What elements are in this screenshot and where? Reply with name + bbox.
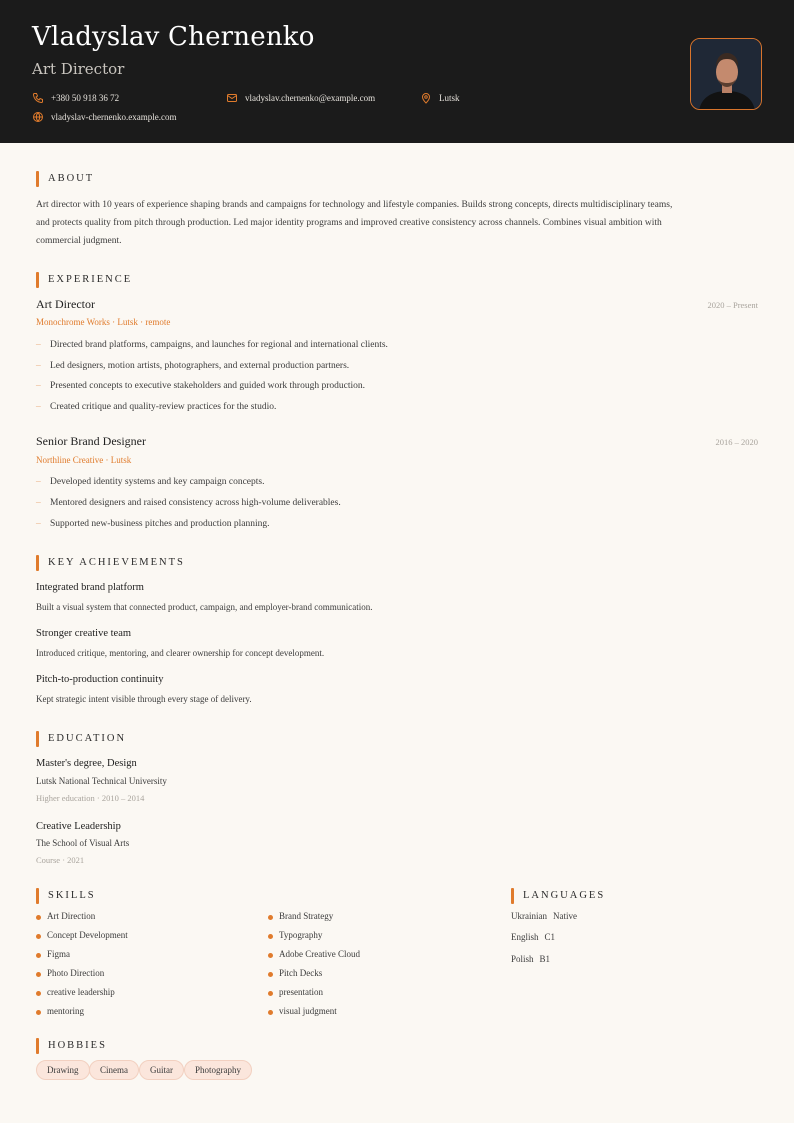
- education-degree: Master's degree, Design: [36, 758, 137, 769]
- about-line-2: and protects quality from pitch through production. Led major identity programs and improved creative consistency across channels. Combines visual ambition with: [36, 218, 662, 228]
- about-line-3: commercial judgment.: [36, 236, 122, 246]
- job-bullet: – Developed identity systems and key campaign concepts.: [36, 477, 265, 487]
- profile-photo: [690, 38, 762, 110]
- achievement-desc: Introduced critique, mentoring, and clearer ownership for concept development.: [36, 648, 325, 658]
- contact-phone[interactable]: [32, 92, 119, 104]
- job-title: Senior Brand Designer: [36, 434, 146, 448]
- job-bullet: – Led designers, motion artists, photographers, and external production partners.: [36, 361, 350, 371]
- skill-item: Art Direction: [36, 911, 95, 921]
- skill-item: Concept Development: [36, 930, 128, 940]
- location-pin-icon: [420, 92, 432, 104]
- job-company: Monochrome Works · Lutsk · remote: [36, 317, 171, 327]
- skill-item: visual judgment: [268, 1006, 337, 1016]
- resume-header: [0, 0, 794, 143]
- phone-text: +380 50 918 36 72: [51, 93, 120, 103]
- about-heading: ABOUT: [36, 173, 94, 184]
- achievement-title: Pitch-to-production continuity: [36, 674, 164, 685]
- education-heading: EDUCATION: [36, 733, 126, 744]
- skill-item: Figma: [36, 949, 70, 959]
- education-meta: Course · 2021: [36, 855, 85, 865]
- achievement-title: Integrated brand platform: [36, 582, 144, 593]
- achievements-heading: KEY ACHIEVEMENTS: [36, 557, 185, 568]
- candidate-title: Art Director: [32, 60, 125, 78]
- education-meta: Higher education · 2010 – 2014: [36, 793, 145, 803]
- languages-heading: LANGUAGES: [511, 890, 605, 901]
- experience-heading: EXPERIENCE: [36, 274, 132, 285]
- globe-icon: [32, 111, 44, 123]
- job-bullet: – Directed brand platforms, campaigns, and launches for regional and international clients.: [36, 340, 388, 350]
- about-line-1: Art director with 10 years of experience shaping brands and campaigns for technology and lifestyle companies. Builds strong concepts, directs multidisciplinary teams,: [36, 200, 673, 210]
- contact-website[interactable]: [32, 111, 176, 123]
- hobbies-heading: HOBBIES: [36, 1040, 107, 1051]
- job-title: Art Director: [36, 297, 95, 311]
- skill-item: Pitch Decks: [268, 968, 322, 978]
- skill-item: creative leadership: [36, 987, 115, 997]
- job-bullet: – Mentored designers and raised consistency across high-volume deliverables.: [36, 498, 341, 508]
- skill-item: presentation: [268, 987, 323, 997]
- portrait-illustration: [691, 39, 762, 110]
- mail-icon: [226, 92, 238, 104]
- skill-item: Brand Strategy: [268, 911, 333, 921]
- job-bullet: – Supported new-business pitches and production planning.: [36, 519, 270, 529]
- skill-item: Typography: [268, 930, 322, 940]
- achievement-desc: Kept strategic intent visible through every stage of delivery.: [36, 694, 252, 704]
- email-text: vladyslav.chernenko@example.com: [245, 93, 376, 103]
- hobby-chip: Drawing: [36, 1060, 90, 1080]
- job-dates: 2020 – Present: [707, 300, 758, 310]
- hobby-chip: Photography: [184, 1060, 252, 1080]
- job-bullet: – Presented concepts to executive stakeholders and guided work through production.: [36, 381, 365, 391]
- job-dates: 2016 – 2020: [715, 437, 758, 447]
- achievement-title: Stronger creative team: [36, 628, 132, 639]
- hobby-chip: Cinema: [89, 1060, 139, 1080]
- skills-heading: SKILLS: [36, 890, 96, 901]
- education-school: Lutsk National Technical University: [36, 776, 167, 786]
- language-item: Polish B1: [511, 954, 551, 964]
- skill-item: Adobe Creative Cloud: [268, 949, 360, 959]
- contact-email[interactable]: [226, 92, 375, 104]
- website-text: vladyslav-chernenko.example.com: [51, 112, 177, 122]
- language-item: English C1: [511, 932, 556, 942]
- candidate-name: Vladyslav Chernenko: [32, 22, 315, 52]
- language-item: Ukrainian Native: [511, 911, 577, 921]
- job-company: Northline Creative · Lutsk: [36, 455, 132, 465]
- hobby-chip: Guitar: [139, 1060, 184, 1080]
- location-text: Lutsk: [439, 93, 460, 103]
- skill-item: Photo Direction: [36, 968, 104, 978]
- contact-location: [420, 92, 460, 104]
- skill-item: mentoring: [36, 1006, 84, 1016]
- job-bullet: – Created critique and quality-review practices for the studio.: [36, 402, 277, 412]
- achievement-desc: Built a visual system that connected product, campaign, and employer-brand communication.: [36, 602, 373, 612]
- education-school: The School of Visual Arts: [36, 838, 130, 848]
- education-degree: Creative Leadership: [36, 821, 121, 832]
- phone-icon: [32, 92, 44, 104]
